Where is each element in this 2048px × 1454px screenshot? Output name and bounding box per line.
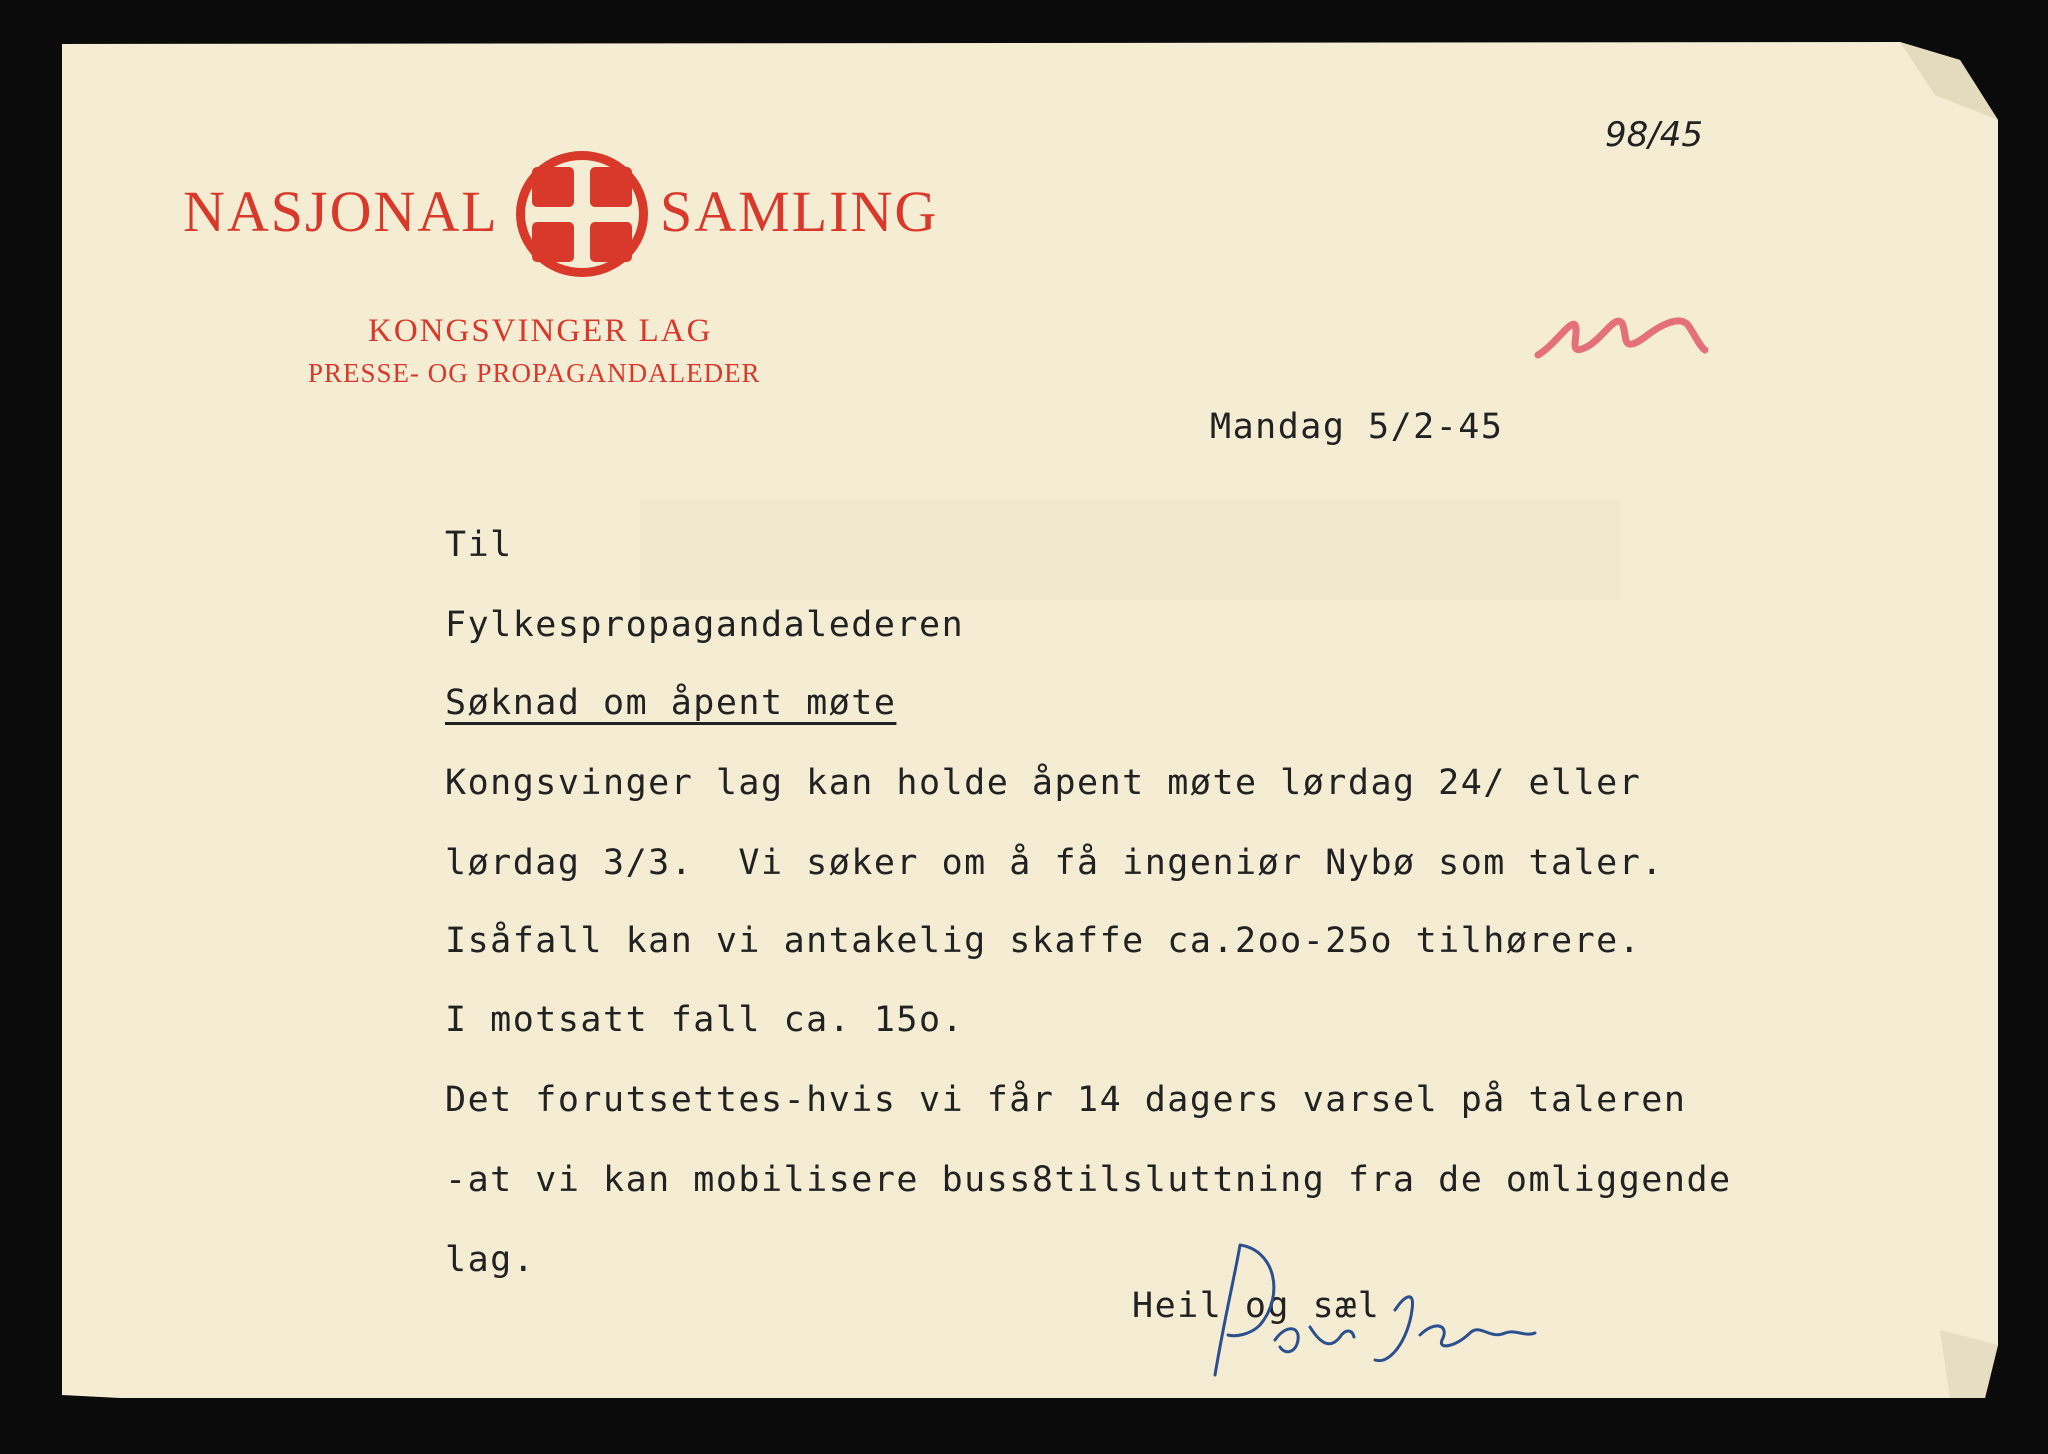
- body-line: Det forutsettes-hvis vi får 14 dagers varsel på taleren: [445, 1080, 1687, 1120]
- letterhead-left: NASJONAL: [183, 179, 499, 244]
- reference-number: 98/45: [1605, 115, 1703, 155]
- letterhead-lag: KONGSVINGER LAG: [368, 313, 713, 349]
- body-line: Kongsvinger lag kan holde åpent møte lørdag 24/ eller: [445, 763, 1642, 803]
- body-line: I motsatt fall ca. 15o.: [445, 1000, 965, 1040]
- letter-closing: Heil og sæl: [1132, 1286, 1381, 1326]
- letterhead-right: SAMLING: [660, 179, 939, 244]
- recipient-prefix: Til: [445, 525, 513, 565]
- red-pencil-mark: [1530, 295, 1710, 375]
- recipient: Fylkespropagandalederen: [445, 605, 965, 645]
- body-line: Isåfall kan vi antakelig skaffe ca.2oo-25o tilhørere.: [445, 921, 1642, 961]
- signature: [1180, 1225, 1560, 1390]
- body-line: -at vi kan mobilisere buss8tilsluttning fra de omliggende: [445, 1160, 1732, 1200]
- sun-cross-icon: [512, 148, 652, 280]
- letter-date: Mandag 5/2-45: [1210, 407, 1504, 447]
- letter-subject: Søknad om åpent møte: [445, 683, 897, 723]
- letterhead-role: PRESSE- OG PROPAGANDALEDER: [308, 358, 761, 388]
- body-line: lag.: [445, 1240, 536, 1280]
- body-line: lørdag 3/3. Vi søker om å få ingeniør Nybø som taler.: [445, 843, 1664, 883]
